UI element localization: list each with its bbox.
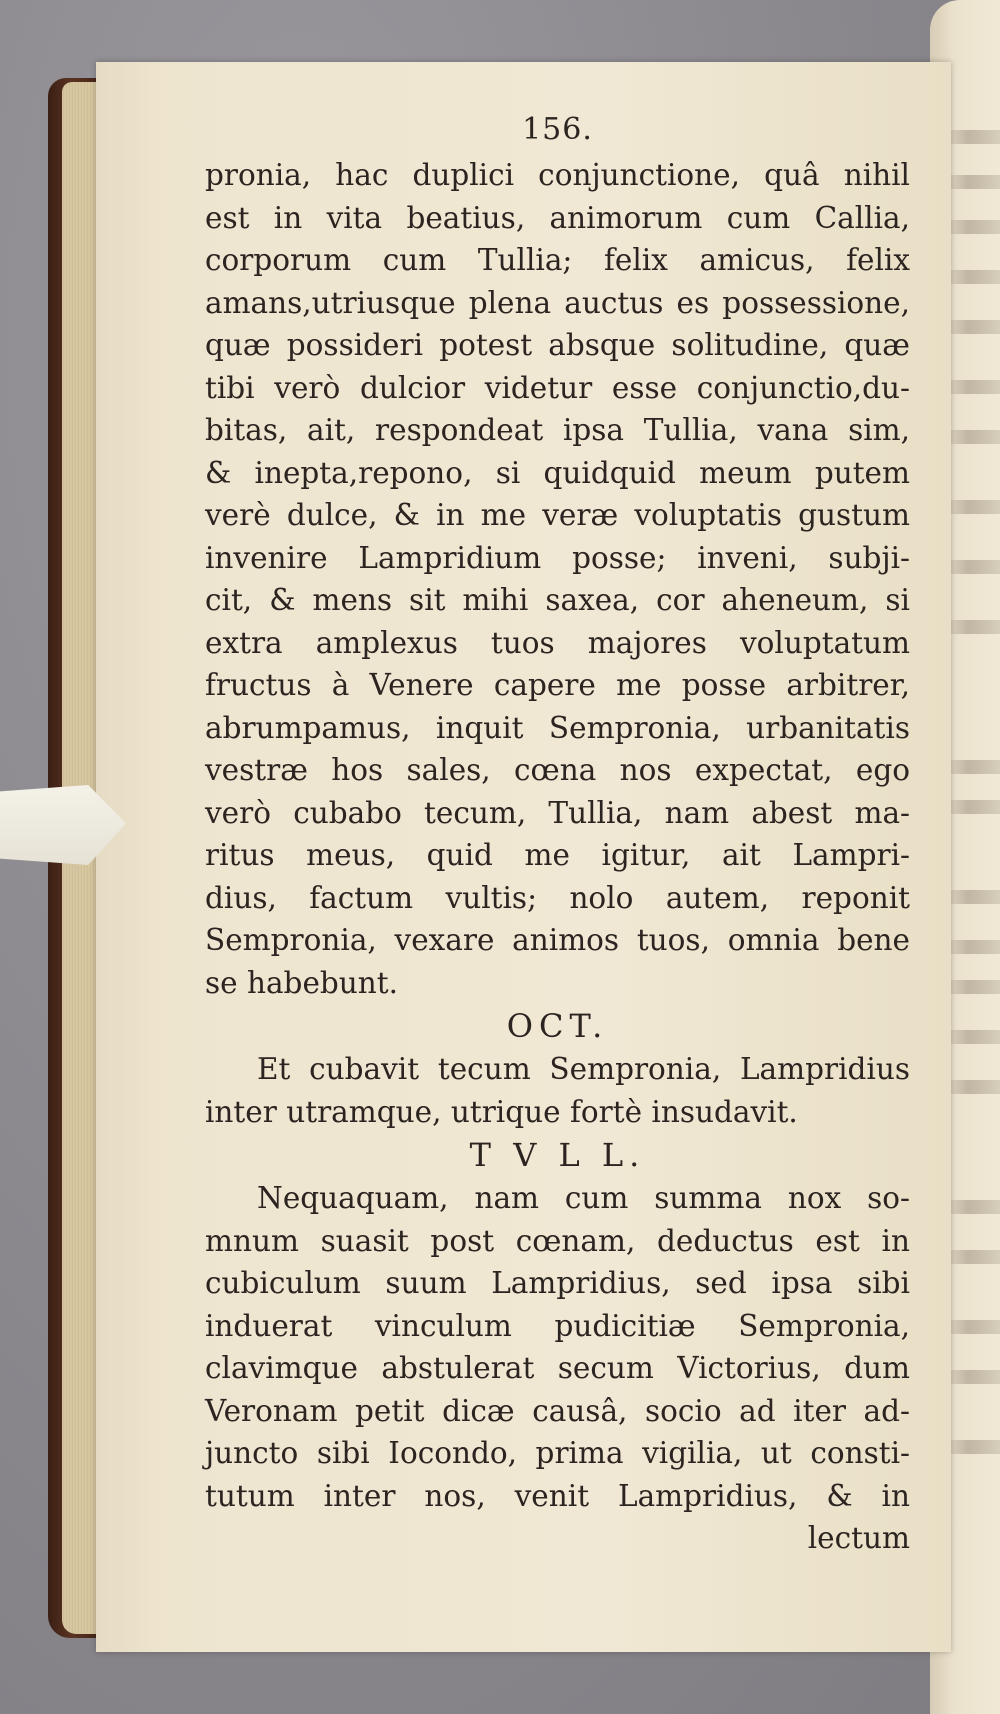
text-line: Sempronia, vexare animos tuos, omnia bene	[205, 923, 910, 957]
text-line: vestræ hos sales, cœna nos expectat, ego	[205, 753, 910, 787]
text-line: extra amplexus tuos majores voluptatum	[205, 625, 910, 660]
text-line: se habebunt.	[205, 965, 399, 1000]
text-line: cubiculum suum Lampridius, sed ipsa sibi	[205, 1266, 910, 1300]
speaker-heading-tull: T V L L.	[469, 1136, 646, 1174]
text-line: dius, factum vultis; nolo autem, reponit	[205, 880, 910, 915]
page-text	[205, 110, 910, 1560]
text-line: & inepta,repono, si quidquid meum putem	[205, 455, 910, 490]
text-line: corporum cum Tullia; felix amicus, felix	[205, 243, 910, 277]
text-line: inter utramque, utrique fortè insudavit.	[205, 1094, 798, 1129]
text-line: juncto sibi Iocondo, prima vigilia, ut consti-	[205, 1436, 910, 1470]
text-line: tibi verò dulcior videtur esse conjunctio,du-	[205, 370, 910, 405]
text-line: abrumpamus, inquit Sempronia, urbanitatis	[205, 710, 910, 745]
text-line: invenire Lampridium posse; inveni, subji-	[205, 540, 910, 575]
speaker-heading-oct: OCT.	[506, 1007, 609, 1045]
text-line: tutum inter nos, venit Lampridius, & in	[205, 1478, 910, 1513]
text-line: pronia, hac duplici conjunctione, quâ nihil	[205, 158, 910, 192]
text-line: amans,utriusque plena auctus es possessione,	[205, 285, 910, 320]
text-line: ritus meus, quid me igitur, ait Lampri-	[205, 838, 910, 872]
page-number: 156.	[522, 112, 593, 147]
text-line: Nequaquam, nam cum summa nox so-	[257, 1181, 910, 1215]
text-line: clavimque abstulerat secum Victorius, dum	[205, 1351, 910, 1385]
text-line: cit, & mens sit mihi saxea, cor aheneum, si	[205, 583, 910, 617]
text-line: mnum suasit post cœnam, deductus est in	[205, 1223, 910, 1258]
catchword: lectum	[807, 1521, 910, 1555]
text-line: induerat vinculum pudicitiæ Sempronia,	[205, 1308, 910, 1343]
text-line: quæ possideri potest absque solitudine, quæ	[205, 328, 910, 362]
text-line: fructus à Venere capere me posse arbitrer,	[205, 668, 910, 702]
text-line: verò cubabo tecum, Tullia, nam abest ma-	[205, 795, 910, 830]
text-line: Veronam petit dicæ causâ, socio ad iter ad-	[205, 1393, 910, 1428]
text-line: Et cubavit tecum Sempronia, Lampridius	[257, 1052, 910, 1086]
text-line: bitas, ait, respondeat ipsa Tullia, vana sim,	[205, 413, 910, 447]
text-line: est in vita beatius, animorum cum Callia,	[205, 200, 910, 235]
text-line: verè dulce, & in me veræ voluptatis gustum	[205, 498, 910, 532]
